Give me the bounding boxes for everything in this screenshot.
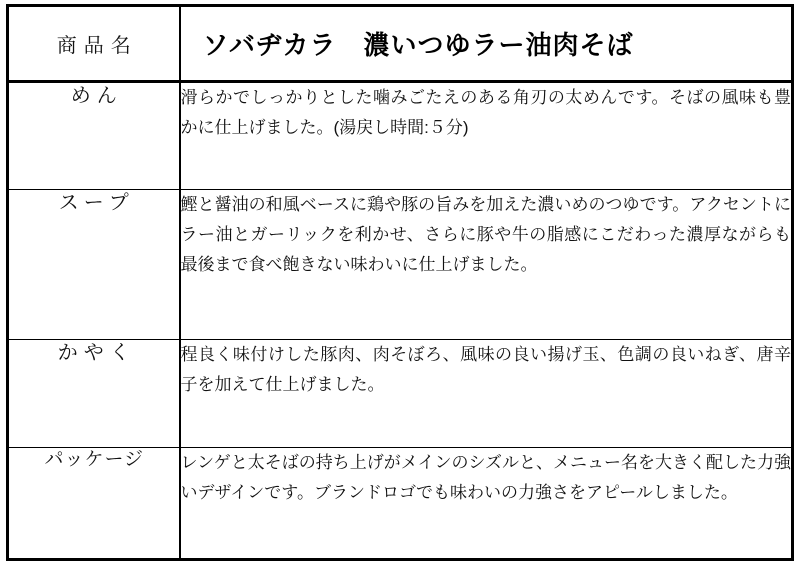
row-value: 程良く味付けした豚肉、肉そぼろ、風味の良い揚げ玉、色調の良いねぎ、唐辛子を加えて仕上げました。 [180,345,791,394]
row-value: 滑らかでしっかりとした噛みごたえのある角刃の太めんです。そばの風味も豊かに仕上げました。(湯戻し時間:５分) [180,88,791,137]
row-label: パッケージ [44,449,145,470]
row-label-cell-men [8,82,180,190]
table-row [8,82,793,190]
row-label-cell-package [8,448,180,560]
row-label-cell-soup [8,190,180,340]
row-value-cell-men [180,82,793,190]
header-title-cell [180,6,793,82]
row-value-cell-package [180,448,793,560]
row-label-cell-kayaku [8,340,180,448]
row-label: めん [70,85,123,107]
row-value: 鰹と醤油の和風ベースに鶏や豚の旨みを加えた濃いめのつゆです。アクセントにラー油とガーリックを利かせ、さらに豚や牛の脂感にこだわった濃厚ながらも最後まで食べ飽きない味わいに仕上げました。 [180,195,791,274]
product-title: ソバヂカラ 濃いつゆラー油肉そば [202,30,634,60]
row-value-cell-soup [180,190,793,340]
row-value: レンゲと太そばの持ち上げがメインのシズルと、メニュー名を大きく配した力強いデザインです。ブランドロゴでも味わいの力強さをアピールしました。 [180,453,791,502]
table-row [8,448,793,560]
row-label: かやく [57,342,136,364]
header-label-cell [8,6,180,82]
table-row [8,190,793,340]
header-label: 商品名 [56,35,138,57]
table-row [8,340,793,448]
product-spec-table [6,4,794,561]
row-label: スープ [58,192,135,214]
row-value-cell-kayaku [180,340,793,448]
table-header-row [8,6,793,82]
